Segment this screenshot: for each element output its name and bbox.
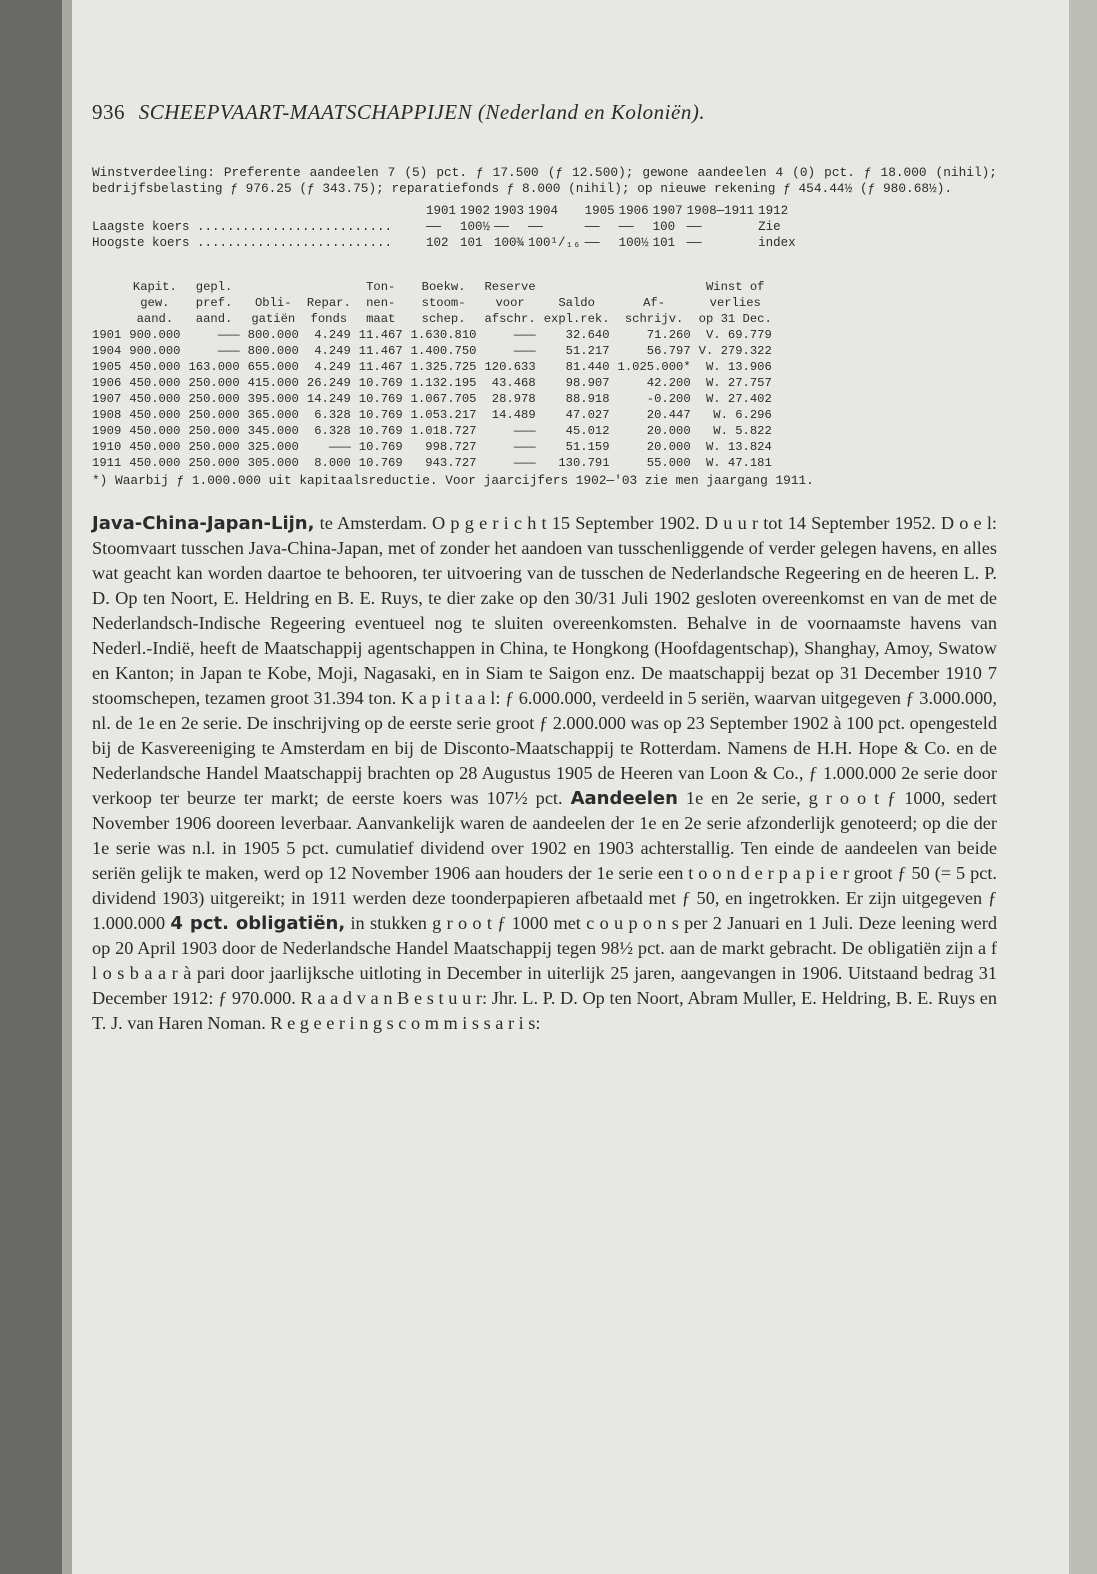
- fin-value-cell: 26.249: [306, 376, 351, 390]
- fin-value-cell: 250.000: [188, 440, 240, 454]
- fin-value-cell: 250.000: [188, 392, 240, 406]
- fin-value-cell: 11.467: [358, 360, 403, 374]
- fin-value-cell: 51.217: [565, 344, 610, 358]
- fin-year-cell: 1901: [92, 328, 122, 342]
- fin-value-cell: 1.053.217: [410, 408, 477, 422]
- table-footnote: *) Waarbij ƒ 1.000.000 uit kapitaalsreductie. Voor jaarcijfers 1902—'03 zie men jaargang 1911.: [92, 473, 814, 488]
- fin-year-cell: 1908: [92, 408, 122, 422]
- fin-value-cell: 43.468: [491, 376, 536, 390]
- fin-value-cell: ———: [513, 328, 536, 342]
- koers-value-cell: ——: [618, 220, 634, 234]
- fin-value-cell: 28.978: [491, 392, 536, 406]
- fin-value-cell: W. 27.402: [705, 392, 772, 406]
- fin-header-cell: gew.: [140, 296, 170, 310]
- fin-value-cell: 250.000: [188, 376, 240, 390]
- fin-value-cell: 20.447: [646, 408, 691, 422]
- fin-value-cell: 14.489: [491, 408, 536, 422]
- koers-value-cell: ——: [494, 220, 510, 234]
- koers-year-cell: 1907: [652, 204, 683, 218]
- fin-value-cell: 11.467: [358, 344, 403, 358]
- fin-header-cell: aand.: [136, 312, 174, 326]
- fin-value-cell: 450.000: [129, 408, 181, 422]
- fin-header-cell: Af-: [643, 296, 666, 310]
- page-stack-edge: [62, 0, 72, 1574]
- fin-header-cell: Winst of: [705, 280, 765, 294]
- fin-header-cell: gatiën: [251, 312, 296, 326]
- fin-value-cell: 6.328: [314, 424, 351, 438]
- company-name: Java-China-Japan-Lijn,: [92, 513, 315, 534]
- fin-value-cell: ———: [513, 440, 536, 454]
- fin-value-cell: 305.000: [247, 456, 299, 470]
- description-paragraph: [92, 511, 997, 1036]
- fin-header-cell: [614, 279, 695, 295]
- fin-data-row: [92, 343, 776, 359]
- fin-value-cell: 56.797: [646, 344, 691, 358]
- body-text-1: te Amsterdam. O p g e r i c h t 15 September 1902. D u u r tot 14 September 1952. D o e l: Stoomvaart tusschen Java-China-Japan, met of zonder het aandoen van tusschenliggende of verder gelegen havens, en alles wat geacht kan worden daartoe te behooren, ter uitvoering van de tusschen de Nederlandsche Regeering en de heeren L. P. D. Op ten Noort, E. Heldring en B. E. Ruys, te dier zake op den 30/31 Juli 1902 gesloten overeenkomst en van de met de Nederlandsch-Indische Regeering eventueel nog te sluiten overeenkomsten. Behalve in de voornaamste havens van Nederl.-Indië, heeft de Maatschappij agentschappen in China, te Hongkong (Hoofdagentschap), Shanghay, Amoy, Swatow en Kanton; in Japan te Kobe, Moji, Nagasaki, en in Siam te Saigon enz. De maatschappij bezat op 31 December 1910 7 stoomschepen, tezamen groot 31.394 ton. K a p i t a a l: ƒ 6.000.000, verdeeld in 5 seriën, waarvan uitgegeven ƒ 3.000.000, nl. de 1e en 2e serie. De inschrijving op de eerste serie groot ƒ 2.000.000 was op 23 September 1902 à 100 pct. opengesteld bij de Kasvereeniging te Amsterdam en bij de Disconto-Maatschappij te Rotterdam. Namens de H.H. Hope & Co. en de Nederlandsche Handel Maatschappij brachten op 28 Augustus 1905 de Heeren van Loon & Co., ƒ 1.000.000 2e serie door verkoop ter beurze ter markt; de eerste koers was 107½ pct.: [92, 513, 997, 808]
- fin-value-cell: 655.000: [247, 360, 299, 374]
- koers-value-cell: 100¹/₁₆: [528, 236, 581, 250]
- fin-value-cell: -0.200: [646, 392, 691, 406]
- fin-header-row: [92, 311, 776, 327]
- fin-value-cell: 900.000: [129, 328, 181, 342]
- koers-row: [92, 219, 800, 235]
- koers-value-cell: index: [758, 236, 796, 250]
- fin-value-cell: 365.000: [247, 408, 299, 422]
- fin-data-row: [92, 327, 776, 343]
- koers-value-cell: ——: [528, 220, 544, 234]
- koers-year-cell: 1904: [528, 204, 559, 218]
- koers-table: [92, 203, 800, 251]
- fin-value-cell: 1.325.725: [410, 360, 477, 374]
- fin-year-cell: 1909: [92, 424, 122, 438]
- fin-year-cell: 1905: [92, 360, 122, 374]
- fin-value-cell: 20.000: [646, 440, 691, 454]
- fin-value-cell: 10.769: [358, 408, 403, 422]
- fin-value-cell: 1.025.000*: [617, 360, 691, 374]
- koers-value-cell: 101: [460, 236, 483, 250]
- fin-value-cell: 450.000: [129, 424, 181, 438]
- fin-value-cell: 250.000: [188, 408, 240, 422]
- fin-value-cell: 11.467: [358, 328, 403, 342]
- fin-data-row: [92, 359, 776, 375]
- fin-header-cell: Saldo: [558, 296, 595, 310]
- fin-value-cell: W. 13.906: [705, 360, 772, 374]
- fin-value-cell: ———: [513, 344, 536, 358]
- koers-row-label: Laagste koers ..........................: [92, 220, 393, 234]
- page-number: 936: [92, 100, 125, 124]
- fin-value-cell: 345.000: [247, 424, 299, 438]
- fin-data-row: [92, 423, 776, 439]
- fin-value-cell: 88.918: [565, 392, 610, 406]
- koers-year-cell: 1903: [494, 204, 525, 218]
- koers-year-row: [92, 203, 800, 219]
- fin-header-cell: expl.rek.: [543, 312, 610, 326]
- fin-data-row: [92, 375, 776, 391]
- fin-year-cell: 1910: [92, 440, 122, 454]
- fin-value-cell: 450.000: [129, 376, 181, 390]
- fin-header-cell: [540, 279, 614, 295]
- fin-value-cell: 98.907: [565, 376, 610, 390]
- fin-value-cell: 20.000: [646, 424, 691, 438]
- fin-value-cell: 10.769: [358, 456, 403, 470]
- fin-header-cell: verlies: [709, 296, 761, 310]
- fin-value-cell: ———: [328, 440, 351, 454]
- fin-data-row: [92, 407, 776, 423]
- fin-header-cell: nen-: [366, 296, 396, 310]
- fin-data-row: [92, 391, 776, 407]
- fin-value-cell: 250.000: [188, 424, 240, 438]
- fin-value-cell: ———: [513, 424, 536, 438]
- fin-header-cell: Reserve: [484, 280, 536, 294]
- fin-value-cell: 943.727: [425, 456, 477, 470]
- fin-header-cell: Boekw.: [421, 280, 466, 294]
- fin-year-cell: 1907: [92, 392, 122, 406]
- fin-value-cell: 395.000: [247, 392, 299, 406]
- financial-table: [92, 279, 776, 471]
- fin-header-cell: schep.: [421, 312, 466, 326]
- page-content: [92, 100, 997, 1036]
- fin-value-cell: 51.159: [565, 440, 610, 454]
- fin-value-cell: 800.000: [247, 328, 299, 342]
- fin-value-cell: ———: [217, 328, 240, 342]
- koers-value-cell: ——: [686, 236, 702, 250]
- fin-value-cell: 415.000: [247, 376, 299, 390]
- fin-header-cell: Ton-: [366, 280, 396, 294]
- fin-data-row: [92, 455, 776, 471]
- winstverdeeling-text: Winstverdeeling: Preferente aandeelen 7 (5) pct. ƒ 17.500 (ƒ 12.500); gewone aandeelen 4 (0) pct. ƒ 18.000 (nihil); bedrijfsbelasting ƒ 976.25 (ƒ 343.75); reparatiefonds ƒ 8.000 (nihil); op nieuwe rekening ƒ 454.44½ (ƒ 980.68½).: [92, 165, 997, 196]
- fin-header-cell: pref.: [195, 296, 233, 310]
- fin-value-cell: 120.633: [484, 360, 536, 374]
- fin-value-cell: ———: [513, 456, 536, 470]
- fin-value-cell: ———: [217, 344, 240, 358]
- fin-header-cell: [92, 279, 125, 295]
- koers-value-cell: ——: [686, 220, 702, 234]
- koers-value-cell: 101: [652, 236, 676, 250]
- fin-header-cell: [303, 279, 355, 295]
- fin-value-cell: 55.000: [646, 456, 691, 470]
- fin-value-cell: 8.000: [314, 456, 351, 470]
- fin-value-cell: W. 47.181: [705, 456, 772, 470]
- fin-value-cell: 450.000: [129, 360, 181, 374]
- fin-value-cell: 250.000: [188, 456, 240, 470]
- body-text-3: in stukken g r o o t ƒ 1000 met c o u p o n s per 2 Januari en 1 Juli. Deze leening werd op 20 April 1903 door de Nederlandsche Handel Maatschappij tegen 98½ pct. aan de markt gebracht. De obligatiën zijn a f l o s b a a r à pari door jaarlijksche uitloting in December in uiterlijk 25 jaren, aangevangen in 1906. Uitstaand bedrag 31 December 1912: ƒ 970.000. R a a d v a n B e s t u u r: Jhr. L. P. D. Op ten Noort, Abram Muller, E. Heldring, B. E. Ruys en T. J. van Haren Noman. R e g e e r i n g s c o m m i s s a r i s:: [92, 913, 998, 1033]
- koers-year-cell: 1905: [584, 204, 615, 218]
- fin-year-cell: 1904: [92, 344, 122, 358]
- koers-year-cell: 1906: [618, 204, 649, 218]
- fin-header-cell: schrijv.: [624, 312, 684, 326]
- koers-year-cell: 1912: [758, 204, 789, 218]
- aandeelen-heading: Aandeelen: [570, 788, 678, 809]
- fin-value-cell: 10.769: [358, 376, 403, 390]
- body-text-2: 1e en 2e serie, g r o o t ƒ 1000, sedert November 1906 dooreen leverbaar. Aanvankelijk waren de aandeelen der 1e en 2e serie afzonderlijk genoteerd; op die der 1e serie was n.l. in 1905 5 pct. cumulatief dividend over 1902 en 1903 achterstallig. Ten einde de aandeelen van beide seriën gelijk te maken, werd op 12 November 1906 aan houders der 1e serie een t o o n d e r p a p i e r groot ƒ 50 (= 5 pct. dividend 1903) uitgereikt; in 1911 werden deze toonderpapieren afbetaald met ƒ 50, en ingetrokken. Er zijn uitgegeven ƒ 1.000.000: [92, 788, 997, 933]
- fin-value-cell: 1.400.750: [410, 344, 477, 358]
- fin-header-cell: Obli-: [254, 296, 292, 310]
- koers-year-cell: 1908—1911: [686, 204, 755, 218]
- fin-value-cell: 4.249: [314, 344, 351, 358]
- koers-value-cell: 100¾: [494, 236, 525, 250]
- fin-value-cell: 45.012: [565, 424, 610, 438]
- fin-header-cell: [92, 311, 125, 327]
- fin-value-cell: 10.769: [358, 440, 403, 454]
- fin-header-cell: Kapit.: [132, 280, 177, 294]
- fin-header-cell: afschr.: [484, 312, 536, 326]
- koers-value-cell: 100½: [618, 236, 649, 250]
- fin-header-cell: gepl.: [195, 280, 233, 294]
- koers-value-cell: Zie: [758, 220, 781, 234]
- koers-year-cell: 1902: [460, 204, 491, 218]
- fin-value-cell: 10.769: [358, 392, 403, 406]
- fin-value-cell: 42.200: [646, 376, 691, 390]
- koers-value-cell: 100½: [460, 220, 491, 234]
- page-header: [92, 100, 997, 125]
- koers-row: [92, 235, 800, 251]
- fin-header-cell: [244, 279, 303, 295]
- fin-header-row: [92, 279, 776, 295]
- koers-value-cell: 100: [652, 220, 676, 234]
- fin-value-cell: 81.440: [565, 360, 610, 374]
- book-spine-shadow: [0, 0, 62, 1574]
- fin-value-cell: 71.260: [646, 328, 691, 342]
- fin-value-cell: 6.328: [314, 408, 351, 422]
- fin-header-cell: op 31 Dec.: [698, 312, 772, 326]
- fin-value-cell: 10.769: [358, 424, 403, 438]
- fin-year-cell: 1906: [92, 376, 122, 390]
- fin-value-cell: 14.249: [306, 392, 351, 406]
- fin-value-cell: 163.000: [188, 360, 240, 374]
- fin-value-cell: 900.000: [129, 344, 181, 358]
- koers-value-cell: ——: [584, 220, 600, 234]
- fin-value-cell: 450.000: [129, 392, 181, 406]
- fin-value-cell: 1.132.195: [410, 376, 477, 390]
- company-description: [92, 511, 997, 1036]
- koers-value-cell: ——: [426, 220, 442, 234]
- fin-header-cell: fonds: [310, 312, 348, 326]
- fin-value-cell: W. 6.296: [713, 408, 772, 422]
- fin-header-cell: voor: [495, 296, 525, 310]
- fin-value-cell: 130.791: [558, 456, 610, 470]
- fin-header-cell: [92, 295, 125, 311]
- fin-value-cell: 325.000: [247, 440, 299, 454]
- fin-value-cell: 998.727: [425, 440, 477, 454]
- fin-value-cell: 1.067.705: [410, 392, 477, 406]
- fin-value-cell: 1.018.727: [410, 424, 477, 438]
- fin-value-cell: 450.000: [129, 440, 181, 454]
- obligatien-heading: 4 pct. obligatiën,: [170, 913, 346, 934]
- koers-year-cell: 1901: [426, 204, 457, 218]
- fin-value-cell: 4.249: [314, 328, 351, 342]
- fin-header-row: [92, 295, 776, 311]
- fin-value-cell: W. 13.824: [705, 440, 772, 454]
- fin-value-cell: V. 279.322: [698, 344, 772, 358]
- fin-header-cell: Repar.: [306, 296, 351, 310]
- fin-header-cell: maat: [366, 312, 396, 326]
- fin-value-cell: 450.000: [129, 456, 181, 470]
- fin-header-cell: stoom-: [421, 296, 466, 310]
- right-page-edge: [1069, 0, 1097, 1574]
- fin-value-cell: V. 69.779: [705, 328, 772, 342]
- running-title: SCHEEPVAART-MAATSCHAPPIJEN (Nederland en Koloniën).: [138, 100, 706, 124]
- fin-value-cell: 47.027: [565, 408, 610, 422]
- fin-value-cell: W. 5.822: [713, 424, 772, 438]
- fin-data-row: [92, 439, 776, 455]
- koers-value-cell: 102: [426, 236, 449, 250]
- fin-value-cell: W. 27.757: [705, 376, 772, 390]
- fin-year-cell: 1911: [92, 456, 122, 470]
- koers-row-label: Hoogste koers ..........................: [92, 236, 393, 250]
- fin-value-cell: 32.640: [565, 328, 610, 342]
- fin-value-cell: 1.630.810: [410, 328, 477, 342]
- koers-corner-cell: [92, 203, 426, 219]
- fin-header-cell: aand.: [195, 312, 233, 326]
- koers-value-cell: ——: [584, 236, 600, 250]
- fin-value-cell: 800.000: [247, 344, 299, 358]
- fin-value-cell: 4.249: [314, 360, 351, 374]
